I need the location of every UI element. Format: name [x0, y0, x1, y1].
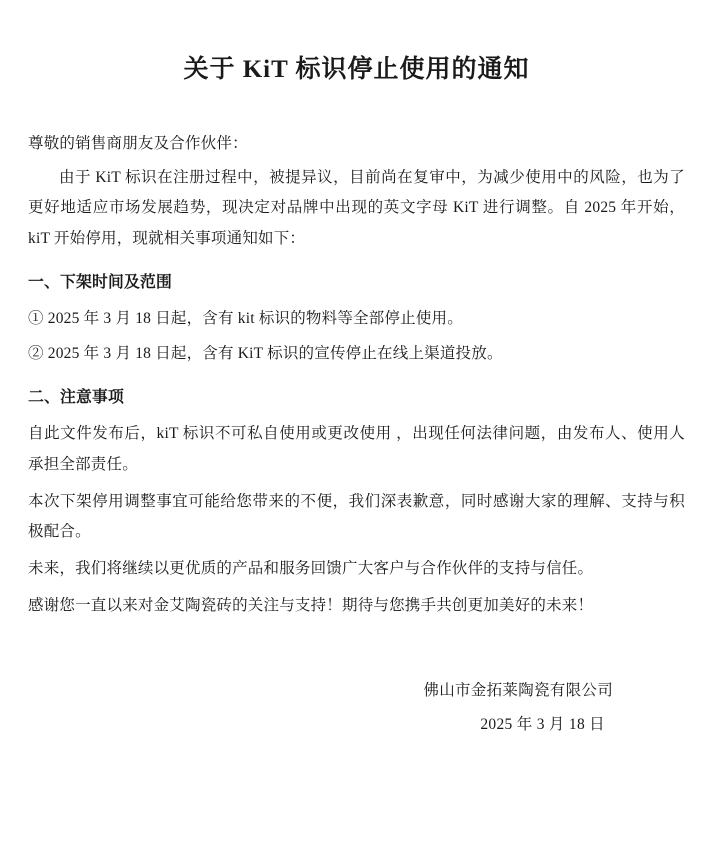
section-heading-2: 二、注意事项	[28, 389, 124, 407]
section-2-paragraph-4: 感谢您一直以来对金艾陶瓷砖的关注与支持！期待与您携手共创更加美好的未来！	[28, 597, 594, 615]
list-item-text: 2025 年 3 月 18 日起，含有 kit 标识的物料等全部停止使用。	[47, 309, 463, 327]
section-heading-1: 一、下架时间及范围	[28, 273, 172, 291]
section-2-paragraph-3: 未来，我们将继续以更优质的产品和服务回馈广大客户与合作伙伴的支持与信任。	[28, 560, 594, 578]
signature-date: 2025 年 3 月 18 日	[480, 715, 605, 733]
list-item	[28, 304, 685, 334]
signature-company: 佛山市金拓莱陶瓷有限公司	[423, 681, 613, 699]
page-title: 关于 KiT 标识停止使用的通知	[183, 56, 530, 83]
signature-block	[28, 674, 685, 742]
intro-paragraph: 由于 KiT 标识在注册过程中，被提异议，目前尚在复审中，为减少使用中的风险，也为了更好地适应市场发展趋势，现决定对品牌中出现的英文字母 KiT 进行调整。自 2025 年开始，kiT 开始停用，现就相关事项通知如下：	[28, 169, 685, 247]
list-marker: ①	[28, 309, 44, 327]
list-item	[28, 339, 685, 369]
section-2-paragraph-1: 自此文件发布后，kiT 标识不可私自使用或更改使用 ，出现任何法律问题，由发布人、使用人承担全部责任。	[28, 425, 685, 473]
salutation: 尊敬的销售商朋友及合作伙伴：	[28, 135, 248, 152]
section-2-paragraph-2: 本次下架停用调整事宜可能给您带来的不便，我们深表歉意，同时感谢大家的理解、支持与积极配合。	[28, 492, 685, 540]
document-body	[28, 129, 685, 742]
list-item-text: 2025 年 3 月 18 日起，含有 KiT 标识的宣传停止在线上渠道投放。	[47, 345, 503, 363]
list-marker: ②	[28, 345, 44, 363]
